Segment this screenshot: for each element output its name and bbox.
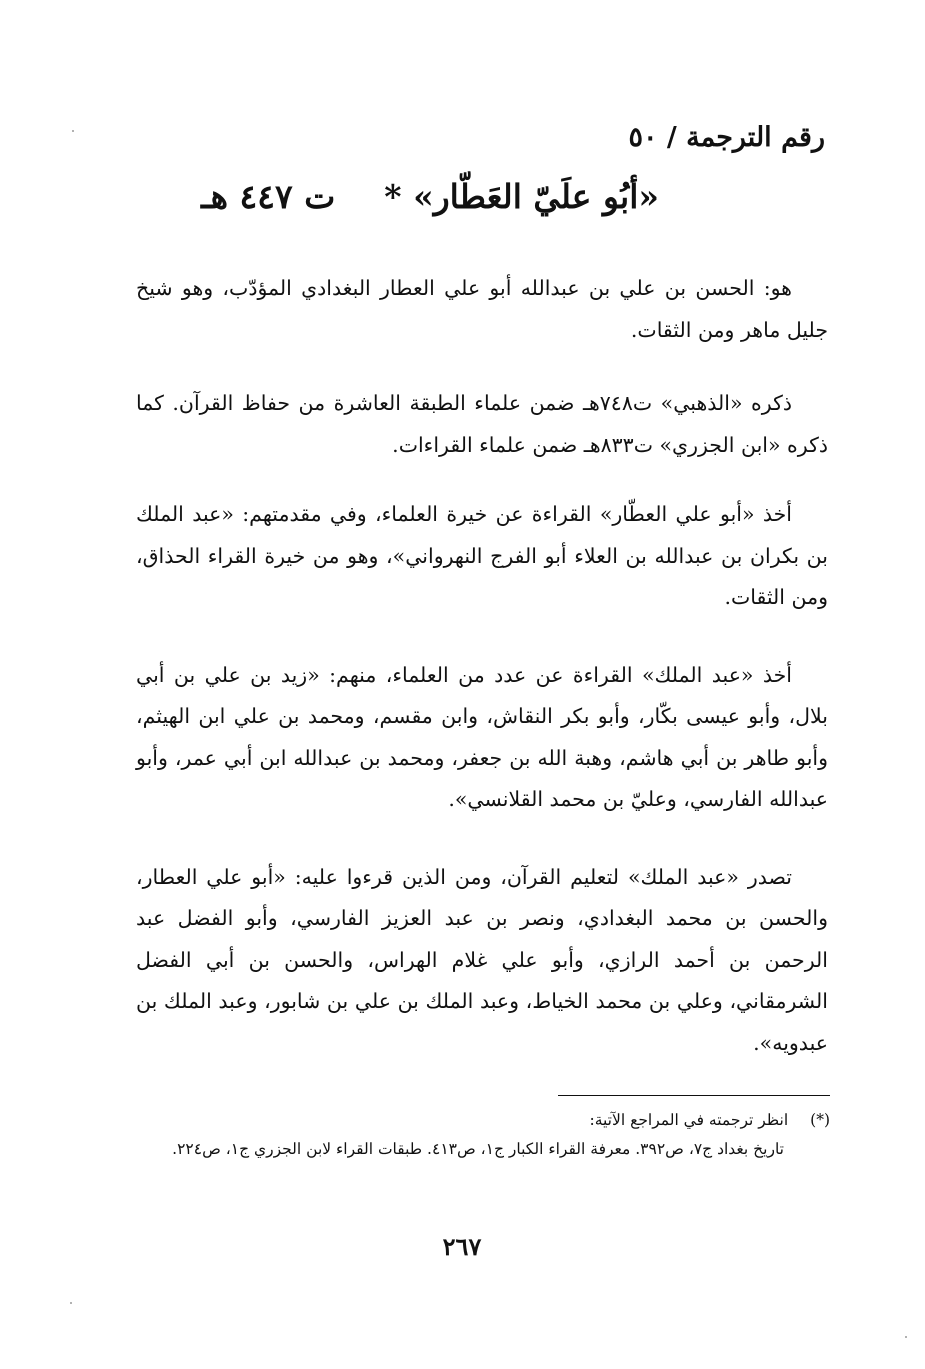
footnote-divider [558,1095,830,1096]
footnote-references: تاريخ بغداد ج٧، ص٣٩٢. معرفة القراء الكبار ج١، ص٤١٣. طبقات القراء لابن الجزري ج١، ص٢٢٤. [172,1140,784,1158]
footnote [136,1106,830,1164]
biography-title [130,173,730,221]
footnote-intro: انظر ترجمته في المراجع الآتية: [589,1111,789,1129]
page-number: ٢٦٧ [442,1232,482,1261]
death-date: ت ٤٤٧ هـ [200,177,336,216]
paragraph-students: تصدر «عبد الملك» لتعليم القرآن، ومن الذين قرءوا عليه: «أبو علي العطار، والحسن بن محمد البغدادي، ونصر بن عبد العزيز الفارسي، وأبو الفضل عبد الرحمن بن أحمد الرازي، وأبو علي غلام الهراس، والحسن بن أبي الفضل الشرمقاني، وعلي بن محمد الخياط، وعبد الملك بن علي بن شابور، وعبد الملك بن عبدويه». [136,864,828,1055]
biography-number: رقم الترجمة / ٥٠ [628,122,825,153]
footnote-intro-line [136,1106,830,1135]
scholar-name: «أبُو علَيّ العَطّار» [413,177,660,216]
scan-speck [70,1302,72,1304]
paragraph-identity: هو: الحسن بن علي بن عبدالله أبو علي العطار البغدادي المؤدّب، وهو شيخ جليل ماهر ومن الثقات. [136,276,828,342]
paragraph-teacher-sources: أخذ «عبد الملك» القراءة عن عدد من العلماء، منهم: «زيد بن علي بن أبي بلال، وأبو عيسى بكّار، وأبو بكر النقاش، وابن مقسم، ومحمد بن علي ابن الهيثم، وأبو طاهر بن أبي هاشم، وهبة الله بن جعفر، ومحمد بن عبدالله ابن أبي عمر، وأبو عبدالله الفارسي، وعليّ بن محمد القلانسي». [136,662,828,811]
paragraph-mentions: ذكره «الذهبي» ت٧٤٨هـ ضمن علماء الطبقة العاشرة من حفاظ القرآن. كما ذكره «ابن الجزري» ت٨٣٣هـ ضمن علماء القراءات. [136,391,828,457]
scan-speck [905,1336,907,1338]
biography-body [136,268,828,1096]
footnote-marker: (*) [810,1111,830,1129]
scan-speck [72,130,74,132]
footnote-mark: * [384,177,402,216]
paragraph-teachers: أخذ «أبو علي العطّار» القراءة عن خيرة العلماء، وفي مقدمتهم: «عبد الملك بن بكران بن عبدالله بن العلاء أبو الفرج النهرواني»، وهو من خيرة القراء الحذاق، ومن الثقات. [136,502,828,609]
